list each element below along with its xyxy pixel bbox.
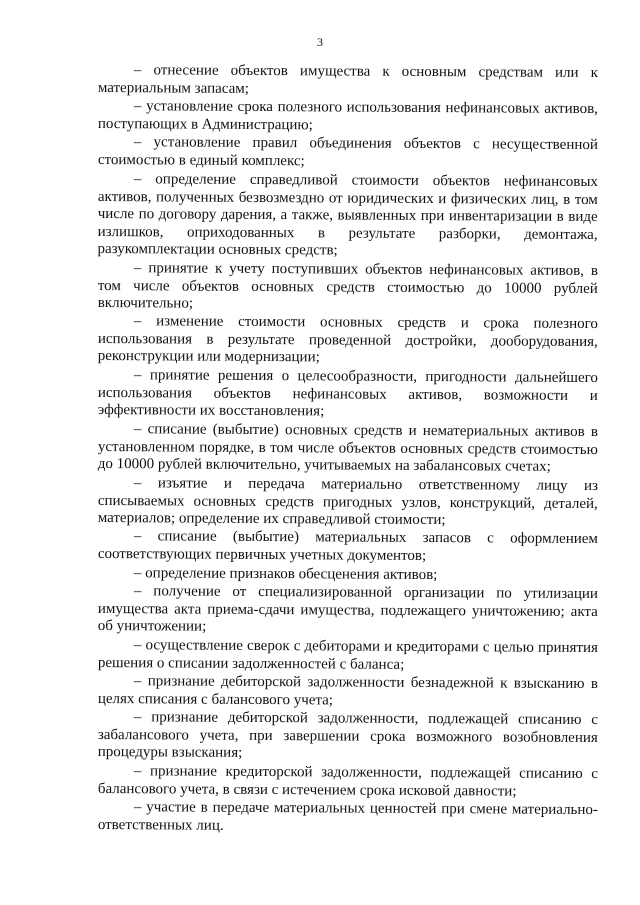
list-item: – получение от специализированной организации по утилизации имущества акта приема-сдачи имущества, подлежащего уничтожению; акта об уничтожении;: [97, 583, 598, 636]
list-item: – списание (выбытие) материальных запасов с оформлением соответствующих первичных учетных документов;: [97, 528, 598, 565]
list-item: – определение признаков обесценения активов;: [133, 564, 438, 583]
list-item: – изменение стоимости основных средств и срока полезного использования в результате проведенной достройки, дооборудования, реконструкции или модернизации;: [97, 313, 598, 366]
list-item: – признание дебиторской задолженности, подлежащей списанию с забалансового учета, при завершении срока возможного возобновления процедуры взыскания;: [97, 709, 598, 762]
list-item: – отнесение объектов имущества к основным средствам или к материальным запасам;: [97, 62, 598, 97]
list-item: – принятие решения о целесообразности, пригодности дальнейшего использования объектов нефинансовых активов, возможности и эффективности их восстановления;: [97, 367, 598, 420]
list-item: – установление срока полезного использования нефинансовых активов, поступающих в Администрацию;: [97, 98, 598, 134]
list-item: – изъятие и передача материально ответственному лицу из списываемых основных средств пригодных узлов, конструкций, деталей, материалов; определение их справедливой стоимости;: [97, 474, 598, 528]
list-item: – принятие к учету поступивших объектов нефинансовых активов, в том числе объектов основных средств стоимостью до 10000 рублей включительно;: [97, 259, 598, 312]
list-item: – участие в передаче материальных ценностей при смене материально-ответственных лиц.: [97, 799, 598, 834]
duty-list: [98, 62, 598, 836]
list-item: – установление правил объединения объектов с несущественной стоимостью в единый комплекс;: [97, 134, 598, 170]
list-item: – определение справедливой стоимости объектов нефинансовых активов, полученных безвозмездно от юридических и физических лиц, в том числе по договору дарения, а также, выявленных при инвентаризации в виде излишков, оприходованных в результате разборки, демонтажа, разукомплектации основных средств;: [97, 170, 598, 259]
list-item: – признание дебиторской задолженности безнадежной к взысканию в целях списания с балансового учета;: [97, 673, 598, 709]
list-item: – списание (выбытие) основных средств и нематериальных активов в установленном порядке, в том числе объектов основных средств стоимостью до 10000 рублей включительно, учитываемых на забалансовых счетах;: [97, 421, 598, 475]
page-number: 3: [317, 35, 323, 49]
list-item: – осуществление сверок с дебиторами и кредиторами с целью принятия решения о списании задолженностей с баланса;: [97, 637, 598, 673]
list-item: – признание кредиторской задолженности, подлежащей списанию с балансового учета, в связи с истечением срока исковой давности;: [97, 763, 598, 800]
